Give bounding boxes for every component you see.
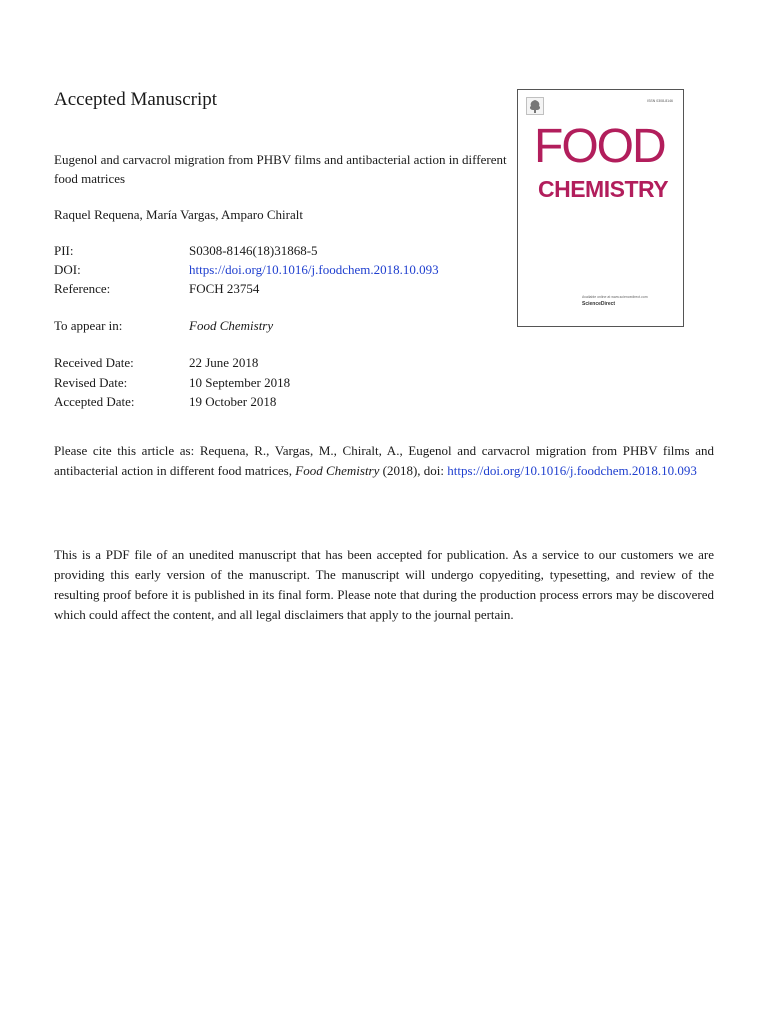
appear-journal: Food Chemistry (189, 318, 274, 333)
received-row (54, 353, 258, 372)
accepted-value: 19 October 2018 (189, 394, 277, 409)
elsevier-tree-logo-icon (526, 97, 544, 115)
page-heading: Accepted Manuscript (54, 89, 218, 110)
pii-row (54, 241, 318, 260)
citation-doi-link[interactable]: https://doi.org/10.1016/j.foodchem.2018.10.093 (447, 463, 697, 478)
pii-label: PII: (54, 243, 74, 258)
cover-title-food: FOOD (534, 120, 665, 173)
appear-label: To appear in: (54, 318, 123, 333)
revised-row (54, 373, 290, 392)
doi-link[interactable]: https://doi.org/10.1016/j.foodchem.2018.10.093 (189, 262, 439, 277)
citation-middle: (2018), doi: (379, 463, 448, 478)
cover-availability: Available online at www.sciencedirect.com (582, 295, 648, 299)
reference-value: FOCH 23754 (189, 281, 260, 296)
doi-row (54, 260, 439, 279)
appear-row (54, 316, 273, 335)
accepted-row (54, 392, 276, 411)
cover-sciencedirect: ScienceDirect (582, 301, 616, 307)
pii-value: S0308-8146(18)31868-5 (189, 243, 318, 258)
accepted-label: Accepted Date: (54, 394, 135, 409)
citation-journal: Food Chemistry (295, 463, 380, 478)
citation-paragraph (54, 441, 714, 481)
reference-row (54, 279, 259, 298)
citation-prefix: Please cite this article as: Requena, R., Vargas, M., Chiralt, A., Eugenol and carvacrol migration from PHBV films and antibacterial action in different food matrices, (54, 443, 714, 478)
article-authors: Raquel Requena, María Vargas, Amparo Chiralt (54, 207, 303, 222)
received-label: Received Date: (54, 355, 134, 370)
disclaimer-paragraph: This is a PDF file of an unedited manuscript that has been accepted for publication. As a service to our customers we are providing this early version of the manuscript. The manuscript will undergo copyediting, typesetting, and review of the resulting proof before it is published in its final form. Please note that during the production process errors may be discovered which could affect the content, and all legal disclaimers that apply to the journal pertain. (54, 547, 714, 622)
revised-value: 10 September 2018 (189, 375, 291, 390)
cover-issn: ISSN 0308-8146 (647, 99, 673, 103)
journal-cover (517, 89, 684, 327)
article-title: Eugenol and carvacrol migration from PHBV films and antibacterial action in different food matrices (54, 152, 507, 186)
reference-label: Reference: (54, 281, 111, 296)
received-value: 22 June 2018 (189, 355, 259, 370)
doi-label: DOI: (54, 262, 81, 277)
revised-label: Revised Date: (54, 375, 128, 390)
cover-title-chemistry: CHEMISTRY (538, 176, 669, 202)
